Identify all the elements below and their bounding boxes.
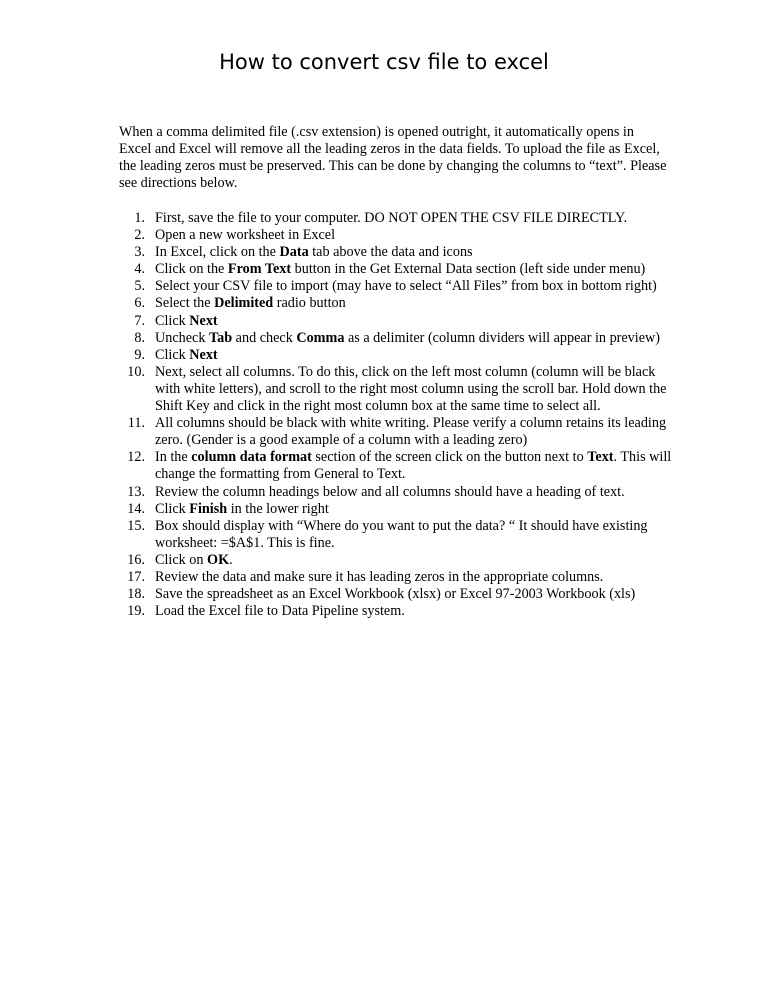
bold-term: Text [587,449,614,466]
list-item [119,501,679,518]
step-text [155,347,218,363]
step-text-run: Box should display with “Where do you want to put the data? “ It should have existing worksheet: =$A$1. This is fine. [155,517,648,551]
bold-term: From Text [227,261,292,278]
step-text [155,313,218,329]
step-number: 1. [134,210,145,226]
step-text-run: Click [155,500,190,517]
step-text [155,586,635,602]
step-text-run: tab above the data and icons [308,244,473,261]
list-item [119,227,679,244]
step-text [155,501,329,517]
step-text-run: . This will change the formatting from General to Text. [155,449,672,483]
step-text-run: . [229,551,233,568]
step-text-run: Review the data and make sure it has leading zeros in the appropriate columns. [155,568,604,585]
step-text [155,295,346,311]
list-item [119,552,679,569]
step-number: 4. [134,261,145,278]
list-item [119,364,679,415]
list-item [119,244,679,261]
step-text-run: Select the [155,295,215,312]
step-text-run: section of the screen click on the button next to [311,449,588,466]
step-text-run: button in the Get External Data section (left side under menu) [291,261,646,278]
bold-term: Next [189,312,218,329]
step-text [155,449,671,482]
step-number: 8. [134,329,145,346]
step-text [155,278,657,294]
step-number: 16. [127,551,145,568]
step-number: 10. [127,363,145,380]
step-number: 11. [127,415,145,432]
step-text-run: Click [155,346,190,363]
step-text-run: Click [155,312,190,329]
step-number: 7. [134,312,145,329]
step-text-run: Click on [155,551,208,568]
step-text-run: Click on the [155,261,228,278]
step-number: 17. [127,568,145,585]
step-text [155,261,645,277]
bold-term: Finish [189,500,228,517]
bold-term: Comma [296,329,345,346]
bold-term: OK [207,551,230,568]
step-text-run: radio button [273,295,346,312]
step-number: 3. [134,244,145,261]
bold-term: Next [189,346,218,363]
list-item [119,347,679,364]
list-item [119,278,679,295]
step-text-run: All columns should be black with white writing. Please verify a column retains its leading zero. (Gender is a good example of a column with a leading zero) [155,415,667,449]
list-item [119,313,679,330]
step-text [155,330,660,346]
step-number: 14. [127,500,145,517]
step-text-run: Select your CSV file to import (may have to select “All Files” from box in bottom right) [155,278,657,295]
step-text-run: and check [232,329,297,346]
list-item [119,330,679,347]
step-text-run: In Excel, click on the [155,244,280,261]
step-text [155,227,335,243]
step-number: 2. [134,227,145,244]
step-text-run: Review the column headings below and all columns should have a heading of text. [155,483,625,500]
step-text [155,484,625,500]
step-text-run: Next, select all columns. To do this, click on the left most column (column will be black with white letters), and scroll to the right most column using the scroll bar. Hold down the Shift Key and click in the right most column box at the same time to select all. [155,363,667,415]
intro-paragraph: When a comma delimited file (.csv extension) is opened outright, it automatically opens in Excel and Excel will remove all the leading zeros in the data fields. To upload the file as Excel, the leading zeros must be preserved. This can be done by changing the columns to “text”. Please see directions below. [119,124,667,192]
steps-list [119,210,679,620]
step-text-run: Uncheck [155,329,209,346]
step-text [155,518,648,551]
bold-term: Delimited [214,295,274,312]
list-item [119,295,679,312]
step-text [155,603,405,619]
bold-term: Tab [208,329,233,346]
list-item [119,415,679,449]
step-number: 5. [134,278,145,295]
list-item [119,586,679,603]
document-title: How to convert csv file to excel [219,50,549,74]
list-item [119,449,679,483]
step-text [155,569,603,585]
step-text [155,244,473,260]
step-text-run: First, save the file to your computer. DO NOT OPEN THE CSV FILE DIRECTLY. [155,210,627,226]
step-text-run: In the [155,449,192,466]
step-text-run: Save the spreadsheet as an Excel Workbook (xlsx) or Excel 97-2003 Workbook (xls) [155,586,636,603]
bold-term: Data [279,244,309,261]
step-text [155,552,233,568]
step-number: 19. [127,603,145,620]
step-text-run: Open a new worksheet in Excel [155,227,336,244]
step-number: 13. [127,483,145,500]
step-text-run: as a delimiter (column dividers will appear in preview) [344,329,660,346]
step-text [155,210,627,226]
step-text [155,364,666,414]
step-number: 15. [127,517,145,534]
step-number: 18. [127,586,145,603]
list-item [119,518,679,552]
list-item [119,569,679,586]
list-item [119,210,679,227]
step-text-run: Load the Excel file to Data Pipeline system. [155,603,405,620]
step-text [155,415,666,448]
bold-term: column data format [191,449,312,466]
list-item [119,261,679,278]
list-item [119,484,679,501]
list-item [119,603,679,620]
step-number: 6. [134,295,145,312]
step-number: 12. [127,449,145,466]
step-number: 9. [134,346,145,363]
step-text-run: in the lower right [227,500,329,517]
